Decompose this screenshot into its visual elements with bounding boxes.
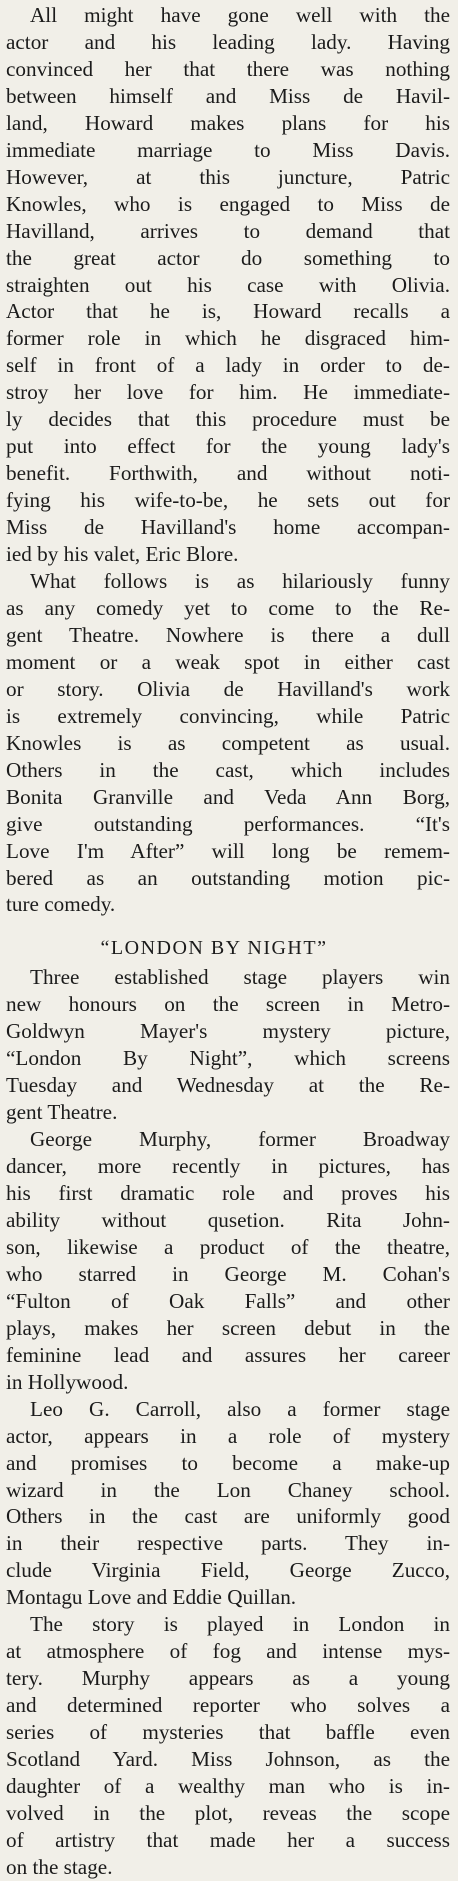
text-line: feminine lead and assures her career — [6, 1342, 450, 1367]
text-line: Miss de Havilland's home accompan- — [6, 515, 450, 540]
text-line: the great actor do something to — [6, 245, 450, 270]
text-line: daughter of a wealthy man who is in- — [6, 1774, 450, 1798]
text-line: as any comedy yet to come to the Re- — [6, 595, 450, 620]
text-line: gent Theatre. — [6, 1100, 118, 1125]
text-line: Three established stage players win — [30, 965, 450, 990]
text-line: Others in the cast, which includes — [6, 757, 450, 782]
text-line: or story. Olivia de Havilland's work — [6, 676, 450, 701]
text-line: actor, appears in a role of mystery — [6, 1423, 450, 1448]
text-line: Montagu Love and Eddie Quillan. — [6, 1585, 297, 1610]
text-line: Actor that he is, Howard recalls a — [6, 299, 450, 324]
text-line: However, at this juncture, Patric — [6, 164, 450, 189]
text-line: put into effect for the young lady's — [6, 434, 450, 459]
paragraph — [6, 2, 450, 568]
text-line: ly decides that this procedure must be — [6, 407, 450, 432]
text-line: “London By Night”, which screens — [6, 1046, 450, 1071]
text-line: moment or a weak spot in either cast — [6, 649, 450, 674]
text-line: give outstanding performances. “It's — [6, 811, 450, 836]
text-line: on the stage. — [6, 1854, 113, 1879]
text-line: George Murphy, former Broadway — [30, 1127, 450, 1152]
text-line: Knowles, who is engaged to Miss de — [6, 191, 450, 216]
text-line: in their respective parts. They in- — [6, 1531, 450, 1556]
text-line: land, Howard makes plans for his — [6, 110, 450, 135]
text-line: All might have gone well with the — [30, 3, 450, 27]
text-line: of artistry that made her a success — [6, 1827, 450, 1852]
text-line: self in front of a lady in order to de- — [6, 353, 450, 378]
text-line: clude Virginia Field, George Zucco, — [6, 1558, 450, 1583]
text-line: series of mysteries that baffle even — [6, 1720, 450, 1745]
text-line: ability without qusetion. Rita John- — [6, 1207, 450, 1232]
text-line: is extremely convincing, while Patric — [6, 703, 450, 728]
text-line: in Hollywood. — [6, 1369, 129, 1394]
text-line: Scotland Yard. Miss Johnson, as the — [6, 1747, 450, 1772]
text-line: tery. Murphy appears as a young — [6, 1666, 450, 1691]
text-line: between himself and Miss de Havil- — [6, 83, 450, 108]
text-line: benefit. Forthwith, and without noti- — [6, 461, 450, 486]
text-line: at atmosphere of fog and intense mys- — [6, 1639, 450, 1664]
paragraph — [6, 1126, 450, 1396]
text-line: son, likewise a product of the theatre, — [6, 1234, 450, 1259]
text-line: convinced her that there was nothing — [6, 56, 450, 81]
text-line: What follows is as hilariously funny — [30, 569, 450, 594]
text-line: Tuesday and Wednesday at the Re- — [6, 1073, 450, 1098]
text-line: who starred in George M. Cohan's — [6, 1261, 450, 1286]
text-line: “Fulton of Oak Falls” and other — [6, 1288, 450, 1313]
text-line: fying his wife-to-be, he sets out for — [6, 488, 450, 513]
text-line: Knowles is as competent as usual. — [6, 730, 450, 755]
paragraph — [6, 568, 450, 918]
paragraph — [6, 964, 450, 1126]
text-line: and promises to become a make-up — [6, 1450, 450, 1475]
text-line: and determined reporter who solves a — [6, 1693, 450, 1718]
text-line: former role in which he disgraced him- — [6, 326, 450, 351]
text-line: immediate marriage to Miss Davis. — [6, 137, 450, 162]
text-line: ied by his valet, Eric Blore. — [6, 542, 239, 567]
text-line: Others in the cast are uniformly good — [6, 1504, 450, 1529]
spacer — [6, 918, 450, 922]
text-line: straighten out his case with Olivia. — [6, 272, 450, 297]
text-line: wizard in the Lon Chaney school. — [6, 1477, 450, 1502]
text-line: Havilland, arrives to demand that — [6, 218, 450, 243]
text-line: bered as an outstanding motion pic- — [6, 865, 450, 890]
text-line: gent Theatre. Nowhere is there a dull — [6, 622, 450, 647]
text-line: ture comedy. — [6, 892, 116, 917]
text-line: Leo G. Carroll, also a former stage — [30, 1396, 450, 1421]
section-heading: “LONDON BY NIGHT” — [100, 937, 328, 960]
text-line: actor and his leading lady. Having — [6, 29, 450, 54]
text-line: volved in the plot, reveas the scope — [6, 1800, 450, 1825]
paragraph — [6, 1611, 450, 1881]
text-line: plays, makes her screen debut in the — [6, 1315, 450, 1340]
text-line: Love I'm After” will long be remem- — [6, 838, 450, 863]
text-line: The story is played in London in — [30, 1612, 450, 1637]
paragraph — [6, 1396, 450, 1612]
text-line: dancer, more recently in pictures, has — [6, 1154, 450, 1179]
text-line: Goldwyn Mayer's mystery picture, — [6, 1019, 450, 1044]
text-line: new honours on the screen in Metro- — [6, 992, 450, 1017]
text-line: his first dramatic role and proves his — [6, 1181, 450, 1206]
text-line: Bonita Granville and Veda Ann Borg, — [6, 784, 450, 809]
text-line: stroy her love for him. He immediate- — [6, 380, 450, 405]
